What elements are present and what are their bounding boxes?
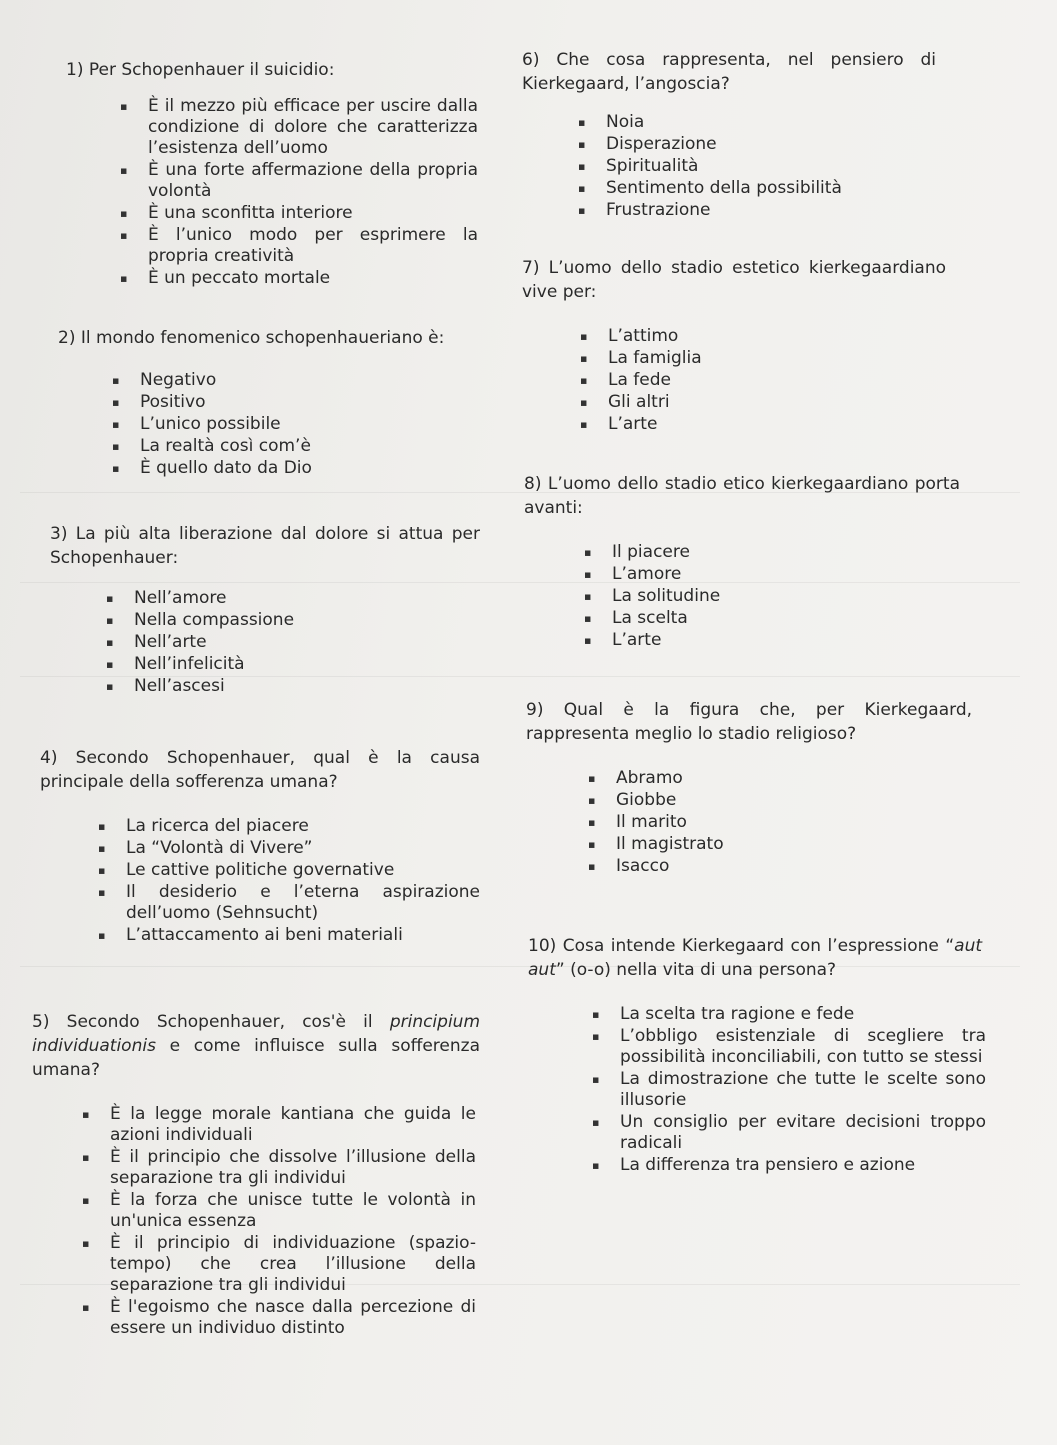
question-number: 3)	[50, 524, 68, 544]
option[interactable]: ▪ Gli altri	[608, 392, 928, 413]
question-text: Qual è la figura che, per Kierkegaard, rappresenta meglio lo stadio religioso?	[526, 700, 973, 744]
option[interactable]: ▪ L’obbligo esistenziale di scegliere tra possibilità inconciliabili, con tutto se stessi	[620, 1026, 986, 1068]
options-list	[140, 370, 470, 479]
question-3	[50, 522, 480, 698]
options-list	[616, 768, 936, 877]
option[interactable]: ▪ La scelta tra ragione e fede	[620, 1004, 986, 1025]
question-text: La più alta liberazione dal dolore si attua per Schopenhauer:	[50, 524, 480, 568]
question-text: Per Schopenhauer il suicidio:	[88, 60, 335, 80]
options-list	[148, 96, 478, 289]
options-list	[134, 588, 454, 697]
option[interactable]: ▪ È una forte affermazione della propria volontà	[148, 160, 478, 202]
option[interactable]: ▪ Il piacere	[612, 542, 932, 563]
question-6	[522, 48, 936, 222]
question-text-part: Cosa intende Kierkegaard con l’espressione “	[562, 936, 955, 956]
option[interactable]: ▪ Il marito	[616, 812, 936, 833]
option[interactable]: ▪ L’attimo	[608, 326, 928, 347]
option[interactable]: ▪ L’unico possibile	[140, 414, 470, 435]
option[interactable]: ▪ Un consiglio per evitare decisioni troppo radicali	[620, 1112, 986, 1154]
option[interactable]: ▪ Nell’infelicità	[134, 654, 454, 675]
question-number: 2)	[58, 328, 76, 348]
option[interactable]: ▪ Nella compassione	[134, 610, 454, 631]
option[interactable]: ▪ Nell’amore	[134, 588, 454, 609]
option[interactable]: ▪ L’attaccamento ai beni materiali	[126, 925, 480, 946]
question-2	[58, 326, 498, 480]
question-number: 4)	[40, 748, 58, 768]
option[interactable]: ▪ Il desiderio e l’eterna aspirazione dell’uomo (Sehnsucht)	[126, 882, 480, 924]
option[interactable]: ▪ La “Volontà di Vivere”	[126, 838, 480, 859]
options-list	[620, 1004, 986, 1176]
option[interactable]: ▪ La fede	[608, 370, 928, 391]
question-8	[524, 472, 960, 652]
option[interactable]: ▪ Spiritualità	[606, 156, 926, 177]
question-9	[526, 698, 972, 878]
option[interactable]: ▪ Negativo	[140, 370, 470, 391]
question-number: 1)	[66, 60, 84, 80]
question-text: L’uomo dello stadio etico kierkegaardiano porta avanti:	[524, 474, 960, 518]
question-text-part: e come influisce sulla sofferenza umana?	[32, 1036, 480, 1080]
question-text: Il mondo fenomenico schopenhaueriano è:	[80, 328, 445, 348]
option[interactable]: ▪ Sentimento della possibilità	[606, 178, 926, 199]
option[interactable]: ▪ È la legge morale kantiana che guida le azioni individuali	[110, 1104, 476, 1146]
question-1	[66, 58, 506, 290]
option[interactable]: ▪ È quello dato da Dio	[140, 458, 470, 479]
option[interactable]: ▪ Isacco	[616, 856, 936, 877]
question-number: 9)	[526, 700, 544, 720]
question-5	[32, 1010, 480, 1340]
option[interactable]: ▪ L’amore	[612, 564, 932, 585]
option[interactable]: ▪ Frustrazione	[606, 200, 926, 221]
option[interactable]: ▪ È la forza che unisce tutte le volontà in un'unica essenza	[110, 1190, 476, 1232]
option[interactable]: ▪ È una sconfitta interiore	[148, 203, 478, 224]
option[interactable]: ▪ È un peccato mortale	[148, 268, 478, 289]
question-number: 7)	[522, 258, 540, 278]
question-text: Secondo Schopenhauer, qual è la causa principale della sofferenza umana?	[40, 748, 480, 792]
options-list	[110, 1104, 476, 1339]
question-text-italic: principium individuationis	[32, 1012, 481, 1056]
question-4	[40, 746, 480, 947]
question-number: 8)	[524, 474, 542, 494]
option[interactable]: ▪ La differenza tra pensiero e azione	[620, 1155, 986, 1176]
options-list	[608, 326, 928, 435]
option[interactable]: ▪ Noia	[606, 112, 926, 133]
question-10	[528, 934, 986, 1177]
option[interactable]: ▪ Le cattive politiche governative	[126, 860, 480, 881]
question-text: Che cosa rappresenta, nel pensiero di Kierkegaard, l’angoscia?	[522, 50, 936, 94]
option[interactable]: ▪ È l'egoismo che nasce dalla percezione di essere un individuo distinto	[110, 1297, 476, 1339]
question-text-part: Secondo Schopenhauer, cos'è il	[66, 1012, 390, 1032]
option[interactable]: ▪ Il magistrato	[616, 834, 936, 855]
options-list	[606, 112, 926, 221]
question-number: 5)	[32, 1012, 50, 1032]
option[interactable]: ▪ La famiglia	[608, 348, 928, 369]
option[interactable]: ▪ È l’unico modo per esprimere la propria creatività	[148, 225, 478, 267]
option[interactable]: ▪ Nell’ascesi	[134, 676, 454, 697]
option[interactable]: ▪ È il mezzo più efficace per uscire dalla condizione di dolore che caratterizza l’esistenza dell’uomo	[148, 96, 478, 159]
question-text-part: ” (o-o) nella vita di una persona?	[555, 960, 837, 980]
option[interactable]: ▪ La solitudine	[612, 586, 932, 607]
option[interactable]: ▪ Disperazione	[606, 134, 926, 155]
option[interactable]: ▪ L’arte	[608, 414, 928, 435]
option[interactable]: ▪ È il principio che dissolve l’illusione della separazione tra gli individui	[110, 1147, 476, 1189]
question-number: 6)	[522, 50, 540, 70]
option[interactable]: ▪ Giobbe	[616, 790, 936, 811]
option[interactable]: ▪ L’arte	[612, 630, 932, 651]
question-text-italic: aut aut	[528, 936, 983, 980]
option[interactable]: ▪ Abramo	[616, 768, 936, 789]
question-7	[522, 256, 946, 436]
question-text: L’uomo dello stadio estetico kierkegaardiano vive per:	[522, 258, 947, 302]
option[interactable]: ▪ La scelta	[612, 608, 932, 629]
options-list	[126, 816, 480, 946]
option[interactable]: ▪ La dimostrazione che tutte le scelte sono illusorie	[620, 1069, 986, 1111]
question-number: 10)	[528, 936, 557, 956]
option[interactable]: ▪ La ricerca del piacere	[126, 816, 480, 837]
option[interactable]: ▪ La realtà così com’è	[140, 436, 470, 457]
options-list	[612, 542, 932, 651]
option[interactable]: ▪ Positivo	[140, 392, 470, 413]
option[interactable]: ▪ È il principio di individuazione (spazio-tempo) che crea l’illusione della separazione tra gli individui	[110, 1233, 476, 1296]
option[interactable]: ▪ Nell’arte	[134, 632, 454, 653]
